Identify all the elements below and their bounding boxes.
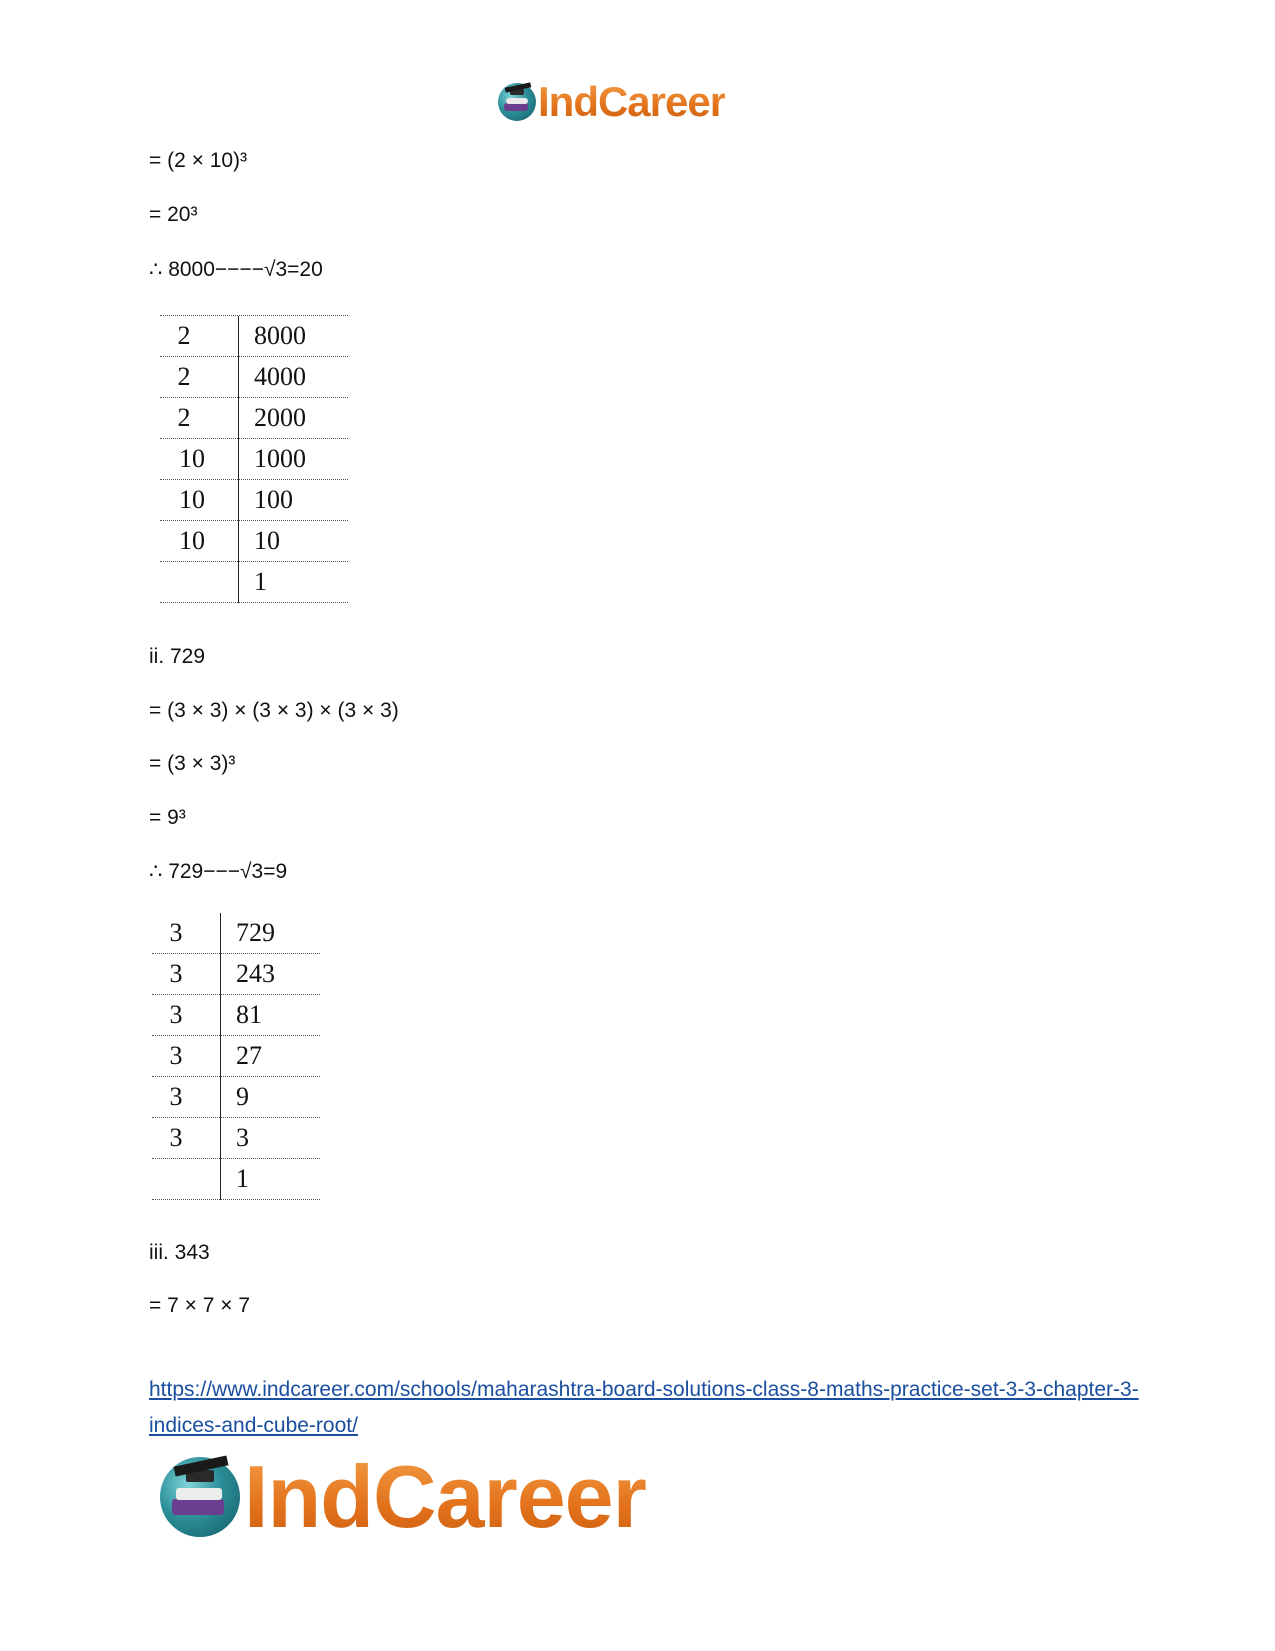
graduation-cap-globe-icon: [498, 83, 536, 121]
equation-line: = 20³: [149, 203, 198, 226]
equation-line: = (2 × 10)³: [149, 149, 248, 172]
factor-table-729: [152, 913, 320, 1200]
table-row: 10 10: [160, 521, 348, 562]
table-row: 10 1000: [160, 439, 348, 480]
equation-line: = 7 × 7 × 7: [149, 1294, 251, 1317]
table-row: 10 100: [160, 480, 348, 521]
factor-table-8000: [160, 315, 348, 603]
table-row: 3 729: [152, 913, 320, 954]
graduation-cap-globe-icon: [160, 1457, 240, 1537]
table-row: 1: [160, 562, 348, 603]
table-row: 3 81: [152, 995, 320, 1036]
table-row: 3 27: [152, 1036, 320, 1077]
question-label: iii. 343: [149, 1241, 210, 1264]
table-row: 2 2000: [160, 398, 348, 439]
table-row: 3 9: [152, 1077, 320, 1118]
equation-line: = (3 × 3) × (3 × 3) × (3 × 3): [149, 699, 399, 722]
equation-line: = 9³: [149, 806, 186, 829]
equation-line: = (3 × 3)³: [149, 752, 236, 775]
equation-line: ∴ 8000−−−−√3=20: [149, 258, 323, 281]
header-logo: [498, 80, 725, 124]
footer-logo-text: IndCareer: [244, 1447, 646, 1546]
table-row: 2 4000: [160, 357, 348, 398]
equation-line: ∴ 729−−−√3=9: [149, 860, 288, 883]
table-row: 3 243: [152, 954, 320, 995]
header-logo-text: IndCareer: [538, 78, 726, 125]
question-label: ii. 729: [149, 645, 206, 668]
footer-logo: [160, 1447, 646, 1546]
table-row: 1: [152, 1159, 320, 1200]
table-row: 3 3: [152, 1118, 320, 1159]
source-link[interactable]: https://www.indcareer.com/schools/maharashtra-board-solutions-class-8-maths-practice-set-3-3-chapter-3-indices-and-cube-root/: [149, 1378, 1139, 1437]
table-row: 2 8000: [160, 316, 348, 357]
